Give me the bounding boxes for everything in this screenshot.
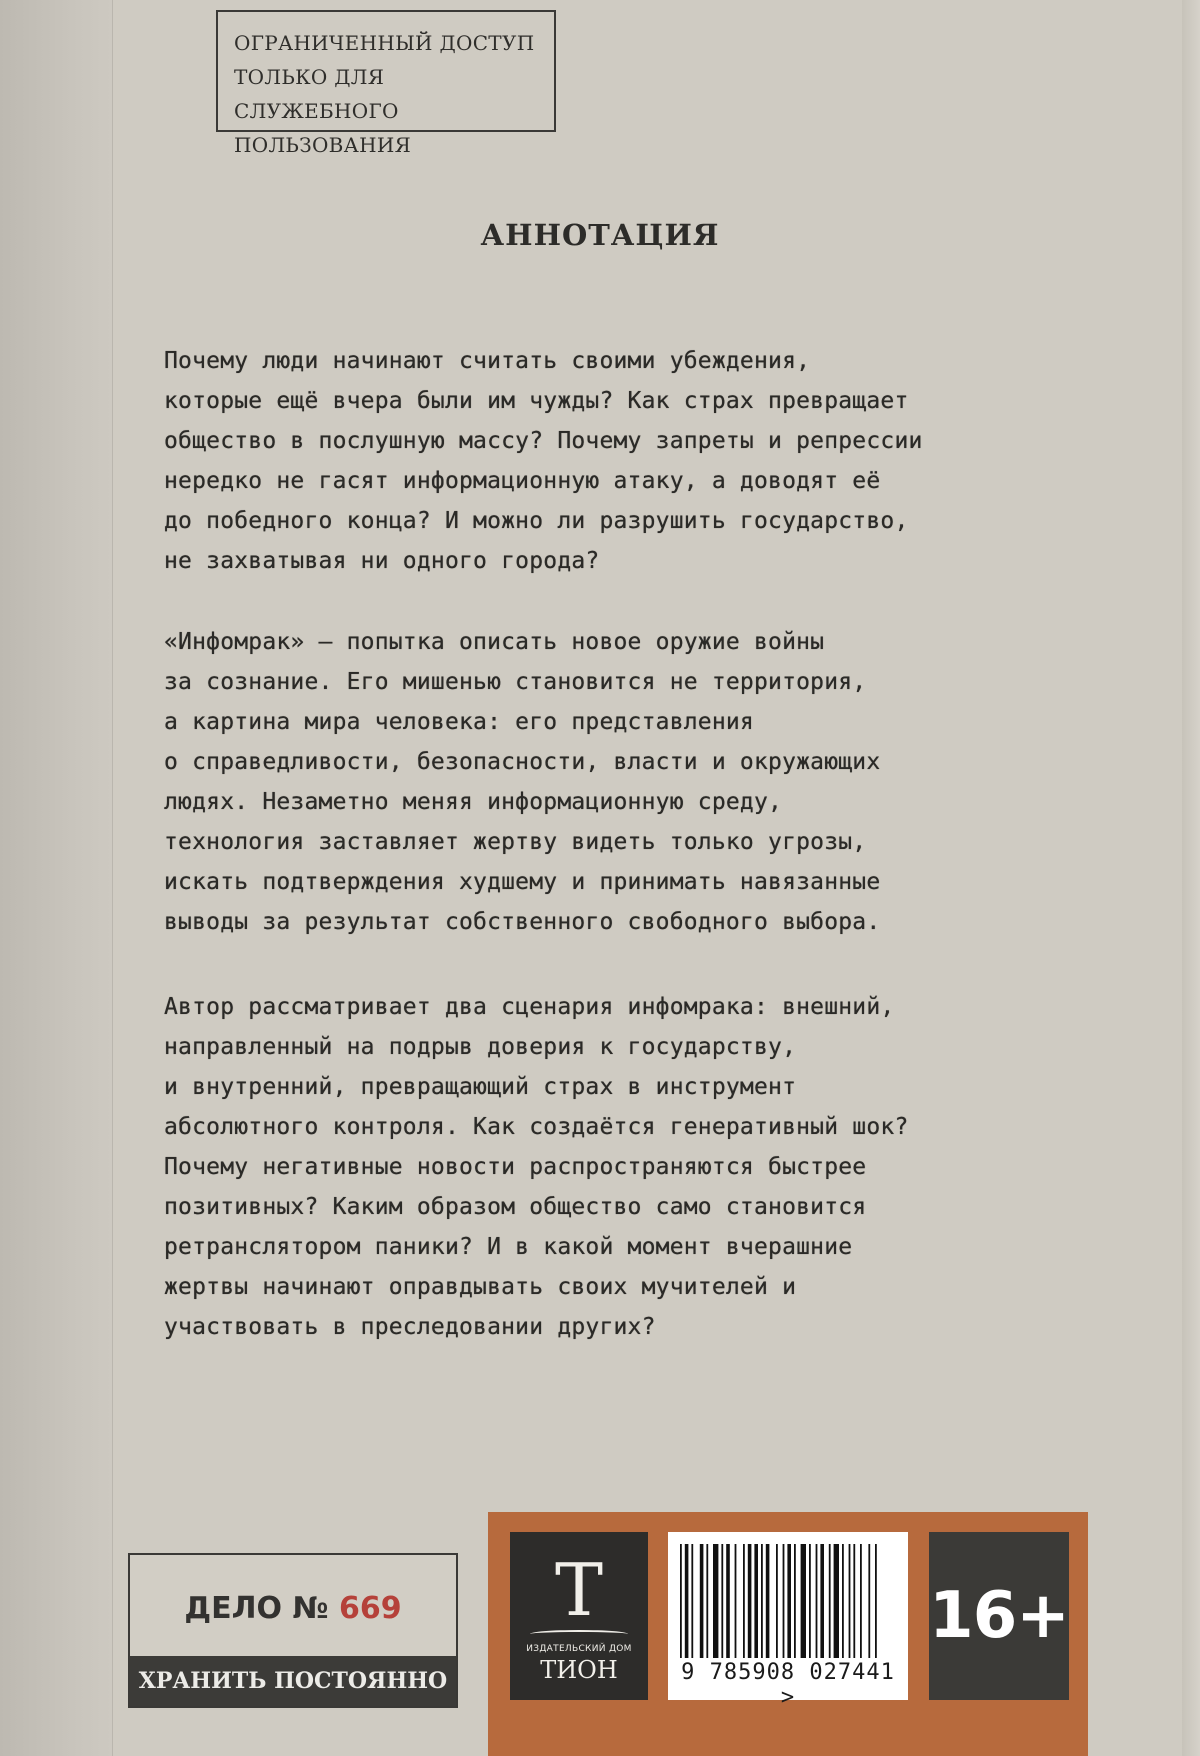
barcode-digits: 9 785908 027441 > (681, 1660, 895, 1710)
text-line: и внутренний, превращающий страх в инструмент (164, 1074, 797, 1100)
text-line: Автор рассматривает два сценария инфомрака: внешний, (164, 994, 895, 1020)
stamp-line: ТОЛЬКО ДЛЯ СЛУЖЕБНОГО (234, 65, 399, 123)
publisher-logo-letter: Т (554, 1548, 604, 1632)
stamp-line: ПОЛЬЗОВАНИЯ (234, 133, 412, 157)
text-line: ретранслятором паники? И в какой момент вчерашние (164, 1234, 853, 1260)
text-line: участвовать в преследовании других? (164, 1314, 656, 1340)
text-line: абсолютного контроля. Как создаётся генеративный шок? (164, 1114, 909, 1140)
text-line: о справедливости, безопасности, власти и окружающих (164, 749, 881, 775)
text-line: жертвы начинают оправдывать своих мучителей и (164, 1274, 797, 1300)
text-line: «Инфомрак» – попытка описать новое оружие войны (164, 629, 825, 655)
text-line: искать подтверждения худшему и принимать навязанные (164, 869, 881, 895)
text-line: направленный на подрыв доверия к государству, (164, 1034, 797, 1060)
text-line: нередко не гасят информационную атаку, а доводят её (164, 468, 881, 494)
publisher-logo-name: ТИОН (540, 1656, 618, 1684)
book-spine-edge (0, 0, 113, 1756)
publisher-logo (510, 1532, 648, 1700)
text-line: технология заставляет жертву видеть только угрозы, (164, 829, 867, 855)
barcode-icon (680, 1544, 896, 1658)
text-line: позитивных? Каким образом общество само становится (164, 1194, 867, 1220)
book-icon (530, 1630, 628, 1638)
stamp-line: ОГРАНИЧЕННЫЙ ДОСТУП (234, 31, 535, 55)
text-line: которые ещё вчера были им чужды? Как страх превращает (164, 388, 909, 414)
isbn-barcode (668, 1532, 908, 1710)
text-line: до победного конца? И можно ли разрушить государство, (164, 508, 909, 534)
case-file-label (128, 1553, 458, 1708)
annotation-paragraph-2 (164, 622, 1104, 942)
text-line: а картина мира человека: его представления (164, 709, 754, 735)
annotation-paragraph-1 (164, 341, 1104, 581)
annotation-title: АННОТАЦИЯ (480, 218, 720, 252)
publisher-info-panel (488, 1512, 1088, 1756)
case-number (130, 1591, 456, 1626)
restricted-access-stamp (216, 10, 556, 157)
text-line: не захватывая ни одного города? (164, 548, 600, 574)
text-line: общество в послушную массу? Почему запреты и репрессии (164, 428, 923, 454)
text-line: выводы за результат собственного свободного выбора. (164, 909, 881, 935)
page-right-edge (1182, 0, 1200, 1756)
case-number-value: 669 (339, 1591, 402, 1626)
text-line: за сознание. Его мишенью становится не территория, (164, 669, 867, 695)
text-line: людях. Незаметно меняя информационную среду, (164, 789, 783, 815)
age-rating-badge: 16+ (929, 1532, 1069, 1700)
case-label-text: ДЕЛО № (184, 1591, 329, 1626)
publisher-logo-subtitle: ИЗДАТЕЛЬСКИЙ ДОМ (526, 1644, 632, 1654)
case-footer-text: ХРАНИТЬ ПОСТОЯННО (130, 1656, 456, 1706)
text-line: Почему негативные новости распространяются быстрее (164, 1154, 867, 1180)
text-line: Почему люди начинают считать своими убеждения, (164, 348, 811, 374)
annotation-paragraph-3 (164, 987, 1104, 1347)
